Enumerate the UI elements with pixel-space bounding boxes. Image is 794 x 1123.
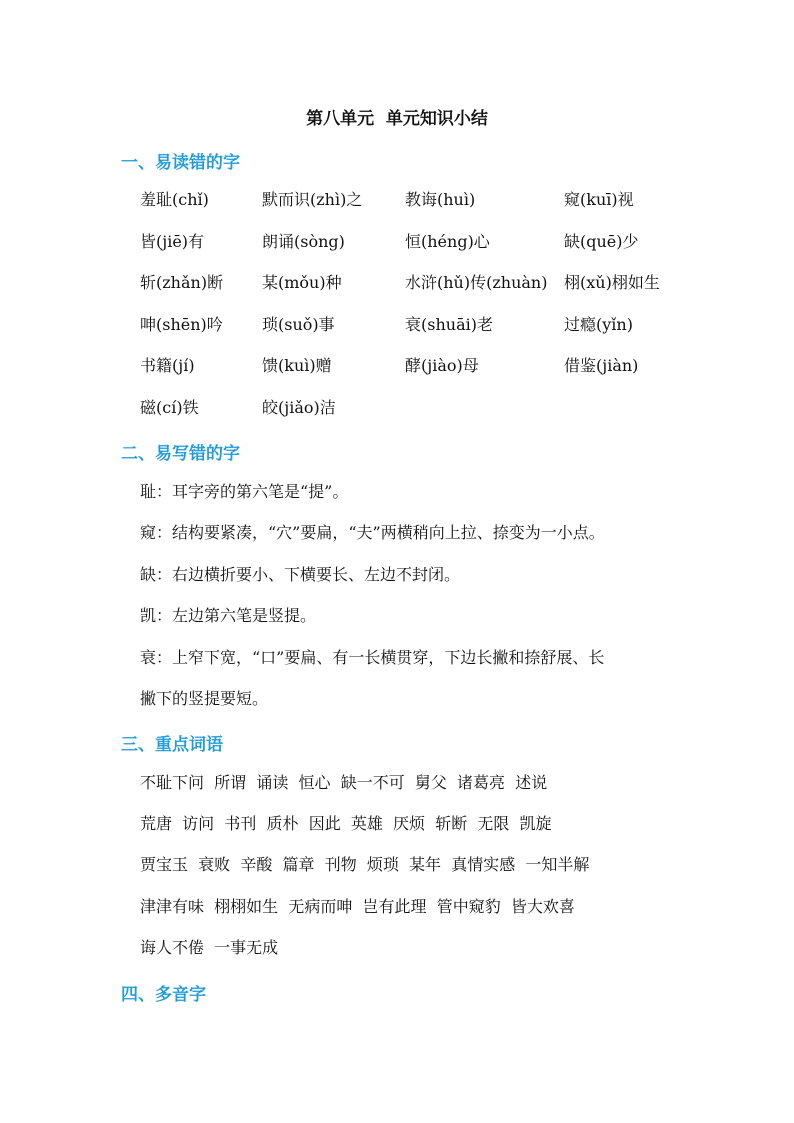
table-cell: 默而识(zhì)之	[262, 190, 363, 209]
table-cell: 皆(jiē)有	[140, 231, 205, 251]
list-item: 诲人不倦 一事无成	[140, 938, 279, 957]
table-cell: 教诲(huì)	[405, 190, 476, 209]
table-cell: 呻(shēn)吟	[140, 314, 223, 334]
table-cell: 朗诵(sòng)	[262, 231, 345, 251]
table-cell: 借鉴(jiàn)	[564, 356, 639, 375]
list-item: 津津有味 栩栩如生 无病而呻 岂有此理 管中窥豹 皆大欢喜	[140, 897, 575, 916]
table-cell: 书籍(jí)	[140, 356, 195, 375]
list-item: 荒唐 访问 书刊 质朴 因此 英雄 厌烦 斩断 无限 凯旋	[140, 814, 552, 833]
table-cell: 磁(cí)铁	[140, 397, 199, 417]
section-heading-2: 二、易写错的字	[121, 444, 240, 464]
table-cell: 琐(suǒ)事	[262, 314, 335, 334]
table-cell: 皎(jiǎo)洁	[262, 397, 336, 417]
table-cell: 过瘾(yǐn)	[564, 314, 633, 334]
list-item: 窥：结构要紧凑，“穴”要扁，“夫”两横稍向上拉、捺变为一小点。	[140, 523, 605, 542]
list-item: 撇下的竖提要短。	[140, 689, 269, 708]
page-title: 第八单元 单元知识小结	[306, 109, 488, 129]
section-heading-4: 四、多音字	[121, 985, 206, 1005]
list-item: 衰：上窄下宽，“口”要扁、有一长横贯穿，下边长撇和捺舒展、长	[140, 648, 605, 667]
table-cell: 栩(xǔ)栩如生	[564, 273, 660, 292]
list-item: 凯：左边第六笔是竖提。	[140, 606, 317, 625]
table-cell: 馈(kuì)赠	[262, 356, 332, 375]
section-heading-1: 一、易读错的字	[121, 153, 240, 173]
list-item: 缺：右边横折要小、下横要长、左边不封闭。	[140, 565, 461, 584]
table-cell: 缺(quē)少	[564, 231, 639, 251]
section-heading-3: 三、重点词语	[121, 735, 223, 755]
list-item: 耻：耳字旁的第六笔是“提”。	[140, 482, 349, 501]
list-item: 不耻下问 所谓 诵读 恒心 缺一不可 舅父 诸葛亮 述说	[140, 773, 548, 792]
table-cell: 羞耻(chǐ)	[140, 190, 209, 209]
table-cell: 窥(kuī)视	[564, 190, 634, 209]
table-cell: 某(mǒu)种	[262, 273, 342, 292]
table-cell: 水浒(hǔ)传(zhuàn)	[405, 273, 548, 292]
table-cell: 斩(zhǎn)断	[140, 273, 224, 292]
table-cell: 恒(héng)心	[405, 231, 490, 251]
table-cell: 衰(shuāi)老	[405, 314, 493, 334]
list-item: 贾宝玉 衰败 辛酸 篇章 刊物 烦琐 某年 真情实感 一知半解	[140, 855, 590, 874]
table-cell: 酵(jiào)母	[405, 356, 479, 375]
